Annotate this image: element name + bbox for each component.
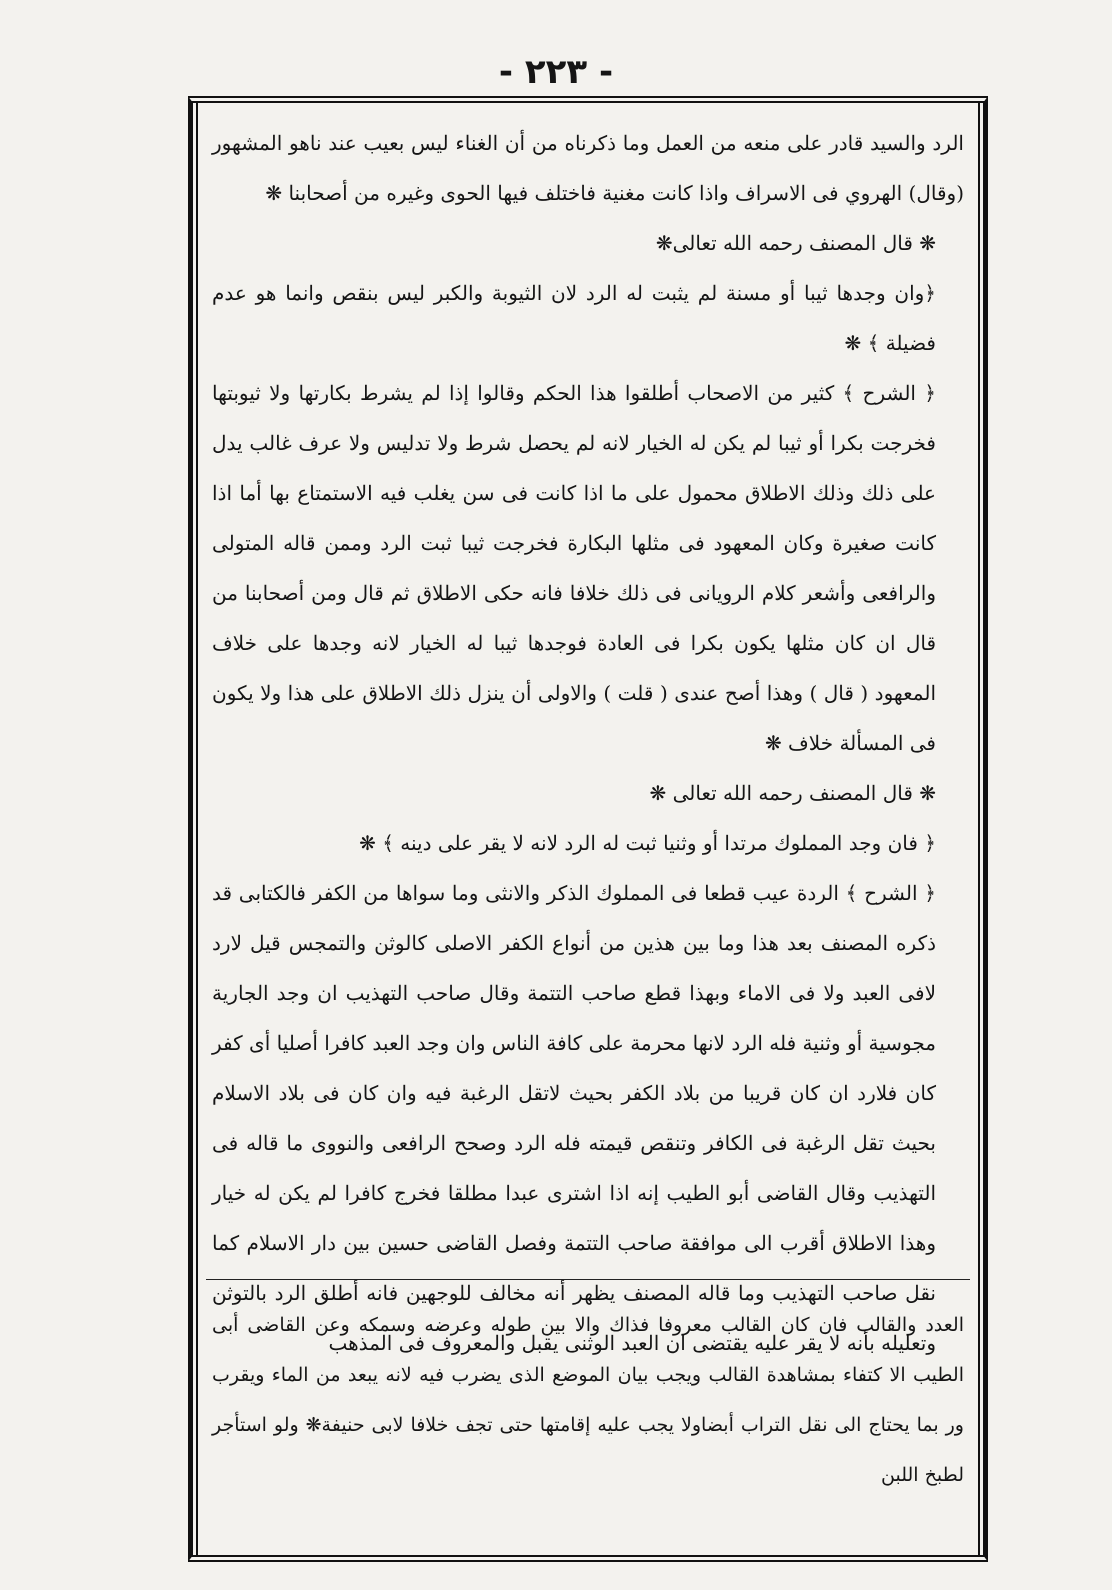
paragraph: ﴿ فان وجد المملوك مرتدا أو وثنيا ثبت له الرد لانه لا يقر على دينه ﴾ ❋ (359, 831, 936, 855)
main-text (212, 118, 964, 1368)
paragraph: ❋ قال المصنف رحمه الله تعالى ❋ (649, 781, 936, 805)
paragraph: ﴿وان وجدها ثيبا أو مسنة لم يثبت له الرد لان الثيوبة والكبر ليس بنقص وانما هو عدم فضيلة ﴾ ❋ (212, 281, 936, 355)
paragraph: ﴿ الشرح ﴾ كثير من الاصحاب أطلقوا هذا الحكم وقالوا إذا لم يشرط بكارتها ولا ثيوبتها فخرجت بكرا أو ثيبا لم يكن له الخيار لانه لم يحصل شرط ولا تدليس ولا عرف غالب يدل على ذلك وذلك الاطلاق محمول على ما اذا كانت فى سن يغلب فيه الاستمتاع بها أما اذا كانت صغيرة وكان المعهود فى مثلها البكارة فخرجت ثيبا ثبت الرد وممن قاله المتولى والرافعى وأشعر كلام الرويانى فى ذلك خلافا فانه حكى الاطلاق ثم قال ومن أصحابنا من قال ان كان مثلها يكون بكرا فى العادة فوجدها ثيبا له الخيار لانه وجدها على خلاف المعهود ( قال ) وهذا أصح عندى ( قلت ) والاولى أن ينزل ذلك الاطلاق على هذا ولا يكون فى المسألة خلاف ❋ (212, 381, 936, 755)
footnote (212, 1300, 964, 1500)
footnote-text: العدد والقالب فان كان القالب معروفا فذاك والا بين طوله وعرضه وسمكه وعن القاضى أبى الطيب الا كتفاء بمشاهدة القالب ويجب بيان الموضع الذى يضرب فيه لانه يبعد من الماء ويقرب ور بما يحتاج الى نقل التراب أبضاولا يجب عليه إقامتها حتى تجف خلافا لابى حنيفة❋ ولو استأجر لطبخ اللبن (212, 1314, 964, 1486)
page-number: - ٢٢٣ - (498, 52, 614, 92)
paragraph: الرد والسيد قادر على منعه من العمل وما ذكرناه من أن الغناء ليس بعيب عند ناهو المشهور (وقال) الهروي فى الاسراف واذا كانت مغنية فاختلف فيها الحوى وغيره من أصحابنا ❋ (212, 131, 964, 205)
footnote-divider (206, 1279, 970, 1280)
paragraph: ﴿ الشرح ﴾ الردة عيب قطعا فى المملوك الذكر والانثى وما سواها من الكفر فالكتابى قد ذكره المصنف بعد هذا وما بين هذين من أنواع الكفر الاصلى كالوثن والتمجس قيل لارد لافى العبد ولا فى الاماء وبهذا قطع صاحب التتمة وقال صاحب التهذيب ان وجد الجارية مجوسية أو وثنية فله الرد لانها محرمة على كافة الناس وان وجد العبد كافرا أصليا أى كفر كان فلارد ان كان قريبا من بلاد الكفر بحيث لاتقل الرغبة فيه وان كان فى بلاد الاسلام بحيث تقل الرغبة فى الكافر وتنقص قيمته فله الرد وصحح الرافعى والنووى ما قاله فى التهذيب وقال القاضى أبو الطيب إنه اذا اشترى عبدا مطلقا فخرج كافرا لم يكن له خيار وهذا الاطلاق أقرب الى موافقة صاحب التتمة وفصل القاضى حسين بين دار الاسلام كما نقل صاحب التهذيب وما قاله المصنف يظهر أنه مخالف للوجهين فانه أطلق الرد بالتوثن وتعليله بأنه لا يقر عليه يقتضى ان العبد الوثنى يقبل والمعروف فى المذهب (212, 881, 937, 1355)
paragraph: ❋ قال المصنف رحمه الله تعالى❋ (655, 231, 936, 255)
